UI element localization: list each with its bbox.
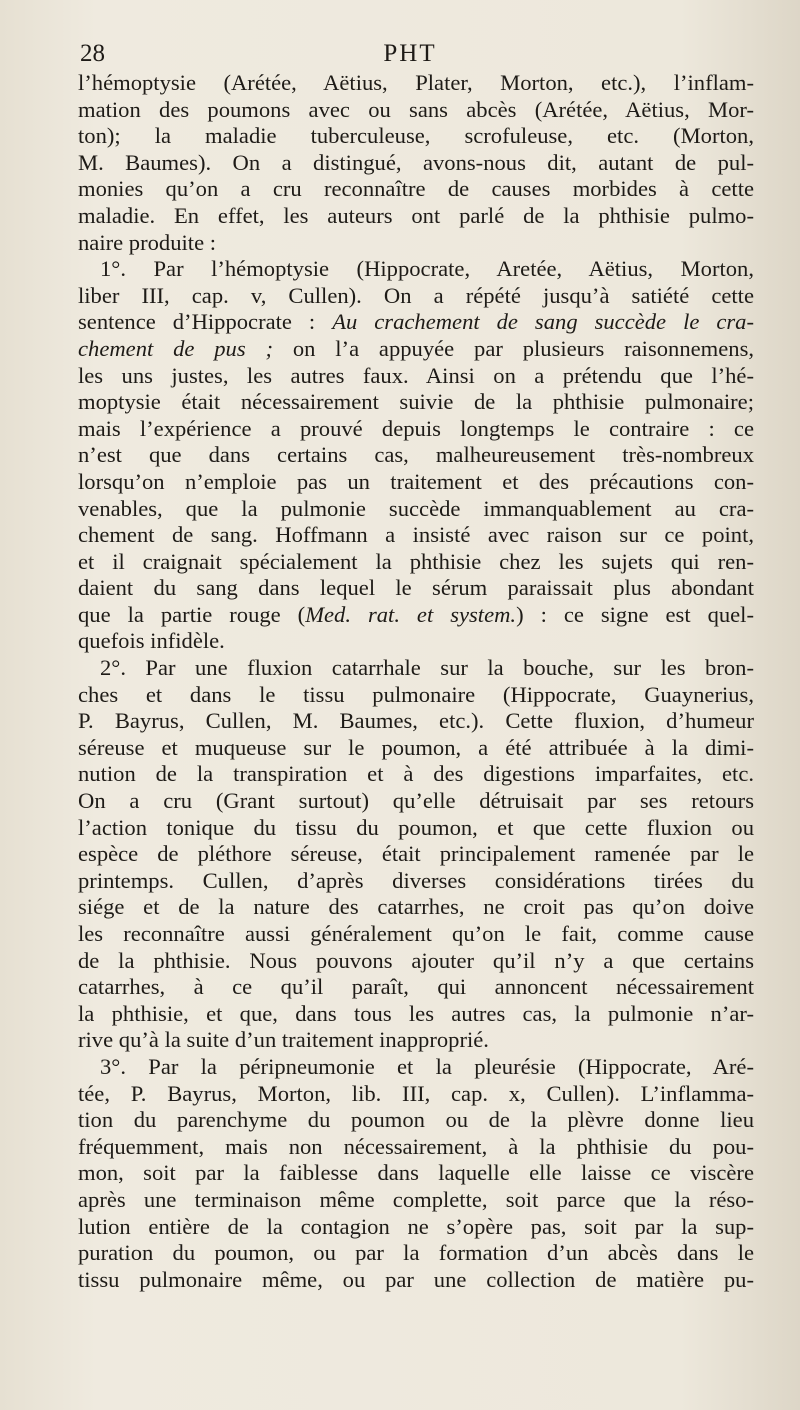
text-line: les reconnaître aussi généralement qu’on le fait, comme cause	[78, 921, 754, 946]
text-line: n’est que dans certains cas, malheureusement très-nombreux	[78, 442, 754, 468]
text-line: chement de sang. Hoffmann a insisté avec raison sur ce point,	[78, 522, 754, 548]
text-line: mais l’expérience a prouvé depuis longtemps le contraire : ce	[78, 415, 754, 441]
text-line: moptysie était nécessairement suivie de la phthisie pulmonaire;	[78, 389, 754, 415]
text-line: 2°. Par une fluxion catarrhale sur la bouche, sur les bron-	[100, 655, 754, 681]
text-line: 3°. Par la péripneumonie et la pleurésie (Hippocrate, Aré-	[100, 1053, 754, 1079]
text-line	[78, 336, 754, 363]
text-line: quefois infidèle.	[78, 628, 225, 654]
running-title: PHT	[383, 40, 437, 67]
text-line: daient du sang dans lequel le sérum paraissait plus abondant	[78, 575, 754, 601]
text-line: nution de la transpiration et à des digestions imparfaites, etc.	[78, 761, 754, 787]
running-head	[80, 40, 740, 70]
text-line: séreuse et muqueuse sur le poumon, a été attribuée à la dimi-	[78, 734, 754, 760]
line-segment: ) : ce signe est quel-	[516, 601, 754, 627]
text-line: ches et dans le tissu pulmonaire (Hippocrate, Guaynerius,	[78, 681, 754, 707]
page-number: 28	[80, 40, 105, 67]
text-line: tion du parenchyme du poumon ou de la plèvre donne lieu	[78, 1107, 754, 1133]
italic-citation: Med. rat. et system.	[305, 601, 517, 627]
text-line: printemps. Cullen, d’après diverses considérations tirées du	[78, 867, 754, 893]
text-line: ton); la maladie tuberculeuse, scrofuleuse, etc. (Morton,	[78, 123, 754, 149]
text-line: P. Bayrus, Cullen, M. Baumes, etc.). Cette fluxion, d’humeur	[78, 708, 754, 734]
line-segment: sentence d’Hippocrate :	[78, 309, 316, 335]
text-line: siége et de la nature des catarrhes, ne croit pas qu’on doive	[78, 894, 754, 920]
text-line: monies qu’on a cru reconnaître de causes morbides à cette	[78, 176, 754, 202]
body-text	[78, 70, 754, 1293]
text-line: mation des poumons avec ou sans abcès (Arétée, Aëtius, Mor-	[78, 96, 754, 122]
text-line: lution entière de la contagion ne s’opère pas, soit par la sup-	[78, 1213, 754, 1239]
text-line: maladie. En effet, les auteurs ont parlé de la phthisie pulmo-	[78, 202, 754, 228]
text-line: espèce de pléthore séreuse, était principalement ramenée par le	[78, 841, 754, 867]
italic-quote: chement de pus ;	[78, 335, 273, 361]
text-line: rive qu’à la suite d’un traitement inapproprié.	[78, 1027, 489, 1053]
text-line: M. Baumes). On a distingué, avons-nous dit, autant de pul-	[78, 149, 754, 175]
text-line: lorsqu’on n’emploie pas un traitement et des précautions con-	[78, 468, 754, 494]
text-line: 1°. Par l’hémoptysie (Hippocrate, Aretée, Aëtius, Morton,	[100, 256, 754, 282]
text-line: puration du poumon, ou par la formation d’un abcès dans le	[78, 1240, 754, 1266]
text-line: fréquemment, mais non nécessairement, à la phthisie du pou-	[78, 1133, 754, 1159]
text-line: de la phthisie. Nous pouvons ajouter qu’il n’y a que certains	[78, 947, 754, 973]
text-line: On a cru (Grant surtout) qu’elle détruisait par ses retours	[78, 788, 754, 814]
text-line	[78, 309, 754, 336]
text-line: l’hémoptysie (Arétée, Aëtius, Plater, Morton, etc.), l’inflam-	[78, 70, 754, 95]
text-line: et il craignait spécialement la phthisie chez les sujets qui ren-	[78, 548, 754, 574]
text-line: tée, P. Bayrus, Morton, lib. III, cap. x, Cullen). L’inflamma-	[78, 1080, 754, 1106]
line-segment: on l’a appuyée par plusieurs raisonnemens,	[292, 335, 755, 361]
text-line: naire produite :	[78, 229, 217, 255]
text-line: venables, que la pulmonie succède immanquablement au cra-	[78, 495, 754, 521]
text-line: catarrhes, à ce qu’il paraît, qui annoncent nécessairement	[78, 974, 754, 1000]
text-line: l’action tonique du tissu du poumon, et que cette fluxion ou	[78, 814, 754, 840]
italic-quote: Au crachement de sang succède le cra-	[332, 309, 754, 335]
text-line	[78, 602, 754, 629]
text-line: liber III, cap. v, Cullen). On a répété jusqu’à satiété cette	[78, 282, 754, 308]
text-line: après une terminaison même complette, soit parce que la réso-	[78, 1186, 754, 1212]
text-line: tissu pulmonaire même, ou par une collection de matière pu-	[78, 1266, 754, 1292]
text-line: les uns justes, les autres faux. Ainsi on a prétendu que l’hé-	[78, 362, 754, 388]
text-line: mon, soit par la faiblesse dans laquelle elle laisse ce viscère	[78, 1160, 754, 1186]
text-line: la phthisie, et que, dans tous les autres cas, la pulmonie n’ar-	[78, 1000, 754, 1026]
line-segment: que la partie rouge (	[78, 601, 306, 627]
